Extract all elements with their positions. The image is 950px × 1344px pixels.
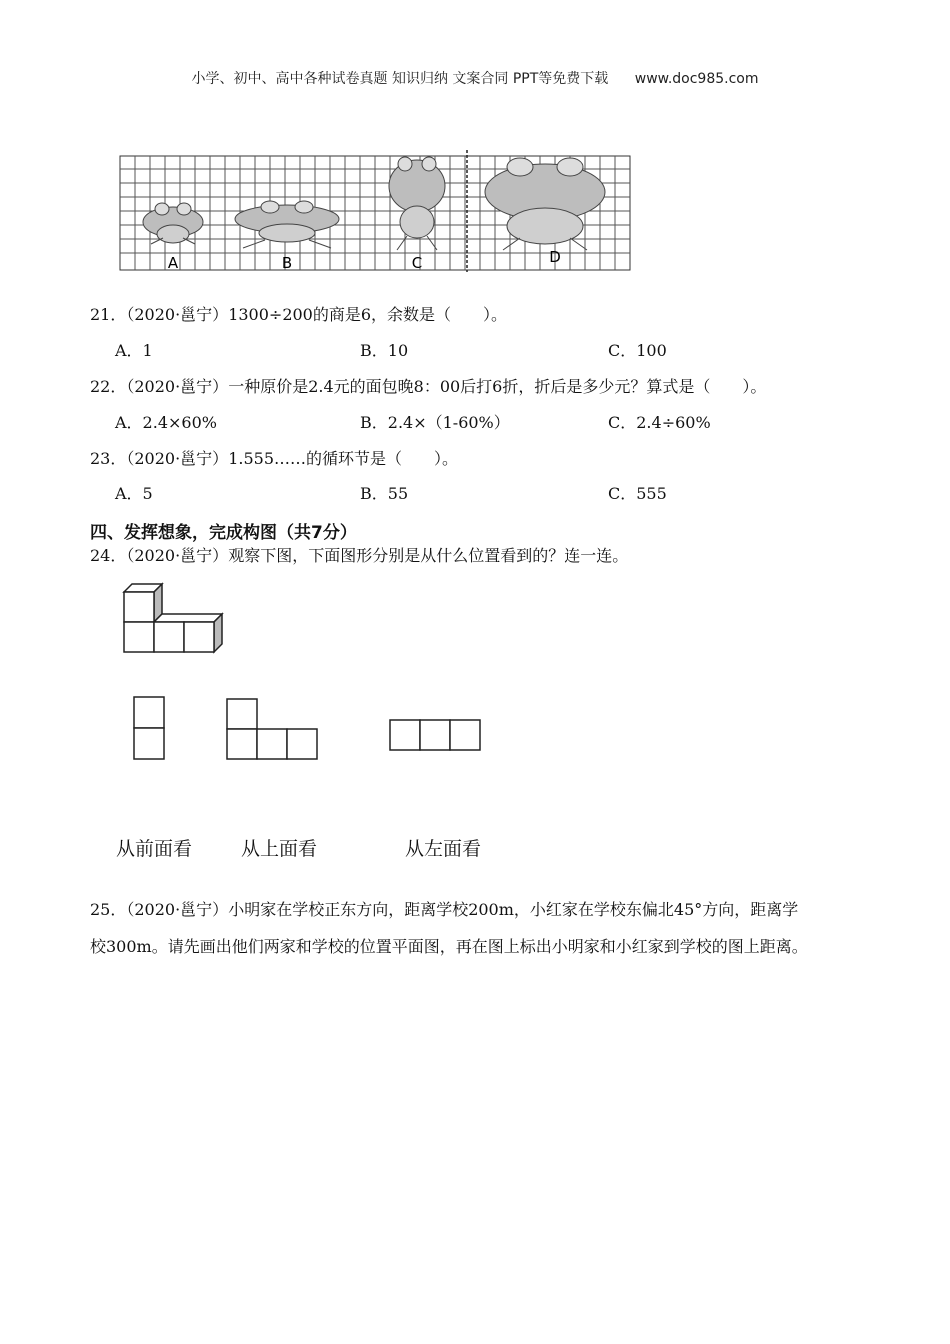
cube-stack-figure xyxy=(118,582,233,658)
q25-line1: 小明家在学校正东方向，距离学校200m，小红家在学校东偏北45°方向，距离学 xyxy=(228,900,799,919)
q21-option-c: C．100 xyxy=(608,341,667,360)
q22-option-a: A．2.4×60% xyxy=(115,413,217,432)
view-label-top: 从上面看 xyxy=(241,838,318,860)
question-24 xyxy=(90,545,628,567)
q23-text: 1.555……的循环节是（ ）。 xyxy=(228,449,458,468)
q22-text: 一种原价是2.4元的面包晚8：00后打6折，折后是多少元？算式是（ ）。 xyxy=(228,377,767,396)
q25-source: （2020·邕宁） xyxy=(126,900,229,919)
section-4-title: 四、发挥想象，完成构图（共7分） xyxy=(90,523,357,543)
q23-source: （2020·邕宁） xyxy=(126,449,229,468)
question-21 xyxy=(90,304,507,326)
question-22 xyxy=(90,376,766,398)
frog-label-a: A xyxy=(167,254,179,272)
q23-option-b: B．55 xyxy=(360,484,409,503)
q24-number: 24． xyxy=(90,546,127,565)
q23-number: 23． xyxy=(90,449,127,468)
q22-source: （2020·邕宁） xyxy=(126,377,229,396)
q22-number: 22． xyxy=(90,377,127,396)
view-shape-3 xyxy=(388,718,484,752)
header-site: www.doc985.com xyxy=(634,71,759,87)
frog-b xyxy=(235,201,339,248)
q24-text: 观察下图，下面图形分别是从什么位置看到的？连一连。 xyxy=(228,546,629,565)
view-label-left: 从左面看 xyxy=(405,838,482,860)
frog-label-b: B xyxy=(281,254,293,272)
frog-d xyxy=(485,158,605,250)
question-23 xyxy=(90,448,458,470)
q23-option-a: A．5 xyxy=(115,484,153,503)
q22-option-c: C．2.4÷60% xyxy=(608,413,711,432)
frog-grid-figure xyxy=(115,150,635,275)
q21-option-b: B．10 xyxy=(360,341,409,360)
frog-a xyxy=(143,203,203,244)
view-shape-1 xyxy=(132,695,166,761)
q25-line2: 校300m。请先画出他们两家和学校的位置平面图，再在图上标出小明家和小红家到学校的图上距离。 xyxy=(90,937,808,956)
q22-option-b: B．2.4×（1-60%） xyxy=(360,413,510,432)
q23-option-c: C．555 xyxy=(608,484,667,503)
q21-number: 21． xyxy=(90,305,127,324)
frog-c xyxy=(389,157,445,250)
q21-text: 1300÷200的商是6，余数是（ ）。 xyxy=(228,305,508,324)
frog-label-c: C xyxy=(411,254,423,272)
q21-option-a: A．1 xyxy=(115,341,153,360)
view-shape-2 xyxy=(225,697,319,761)
page-header xyxy=(0,68,950,88)
q24-source: （2020·邕宁） xyxy=(126,546,229,565)
q25-number: 25． xyxy=(90,900,127,919)
question-25 xyxy=(90,899,798,921)
view-label-front: 从前面看 xyxy=(116,838,193,860)
header-text: 小学、初中、高中各种试卷真题 知识归纳 文案合同 PPT等免费下载 xyxy=(191,71,609,87)
frog-label-d: D xyxy=(549,248,561,266)
q21-source: （2020·邕宁） xyxy=(126,305,229,324)
